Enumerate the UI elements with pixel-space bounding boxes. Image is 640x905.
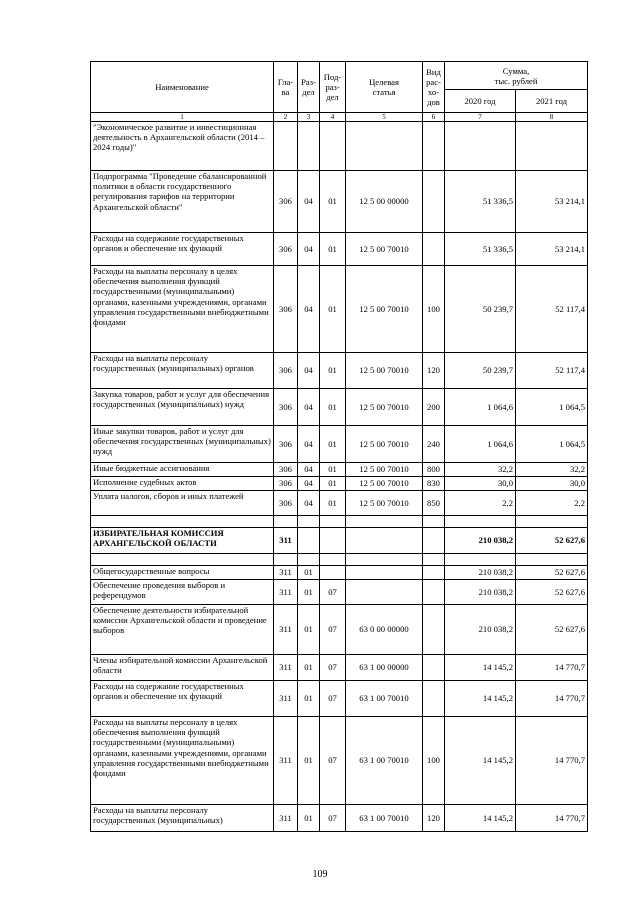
- cell-2020: [445, 122, 516, 171]
- header-vid: Вид рас- хо- дов: [423, 62, 445, 113]
- cell-name: Обеспечение проведения выборов и референдумов: [91, 580, 274, 605]
- cell-razdel: 04: [298, 426, 320, 463]
- cell-podrazdel: 01: [320, 463, 346, 477]
- cell-target: [346, 528, 423, 554]
- table-row: [91, 233, 588, 266]
- cell-vid: 100: [423, 266, 445, 353]
- cell-glava: 311: [274, 805, 298, 832]
- cell-glava: 311: [274, 580, 298, 605]
- cell-razdel: [298, 554, 320, 566]
- table-row: [91, 528, 588, 554]
- cell-2021: 14 770,7: [516, 805, 588, 832]
- cell-razdel: [298, 516, 320, 528]
- cell-razdel: 01: [298, 655, 320, 681]
- cell-podrazdel: 07: [320, 717, 346, 805]
- cell-razdel: 01: [298, 717, 320, 805]
- table-row: [91, 389, 588, 426]
- cell-2021: 52 117,4: [516, 353, 588, 389]
- table-row: [91, 717, 588, 805]
- cell-target: 63 1 00 70010: [346, 805, 423, 832]
- cell-vid: [423, 122, 445, 171]
- cell-2021: [516, 516, 588, 528]
- cell-2021: 14 770,7: [516, 681, 588, 717]
- cell-razdel: 01: [298, 605, 320, 655]
- cell-name: "Экономическое развитие и инвестиционная деятельность в Архангельской области (2014 – 2024 годы)": [91, 122, 274, 171]
- cell-2021: 14 770,7: [516, 655, 588, 681]
- header-glava: Гла- ва: [274, 62, 298, 113]
- cell-target: 12 5 00 70010: [346, 266, 423, 353]
- cell-vid: [423, 605, 445, 655]
- cell-razdel: 04: [298, 477, 320, 491]
- cell-name: Подпрограмма "Проведение сбалансированной политики в области государственного регулирования тарифов на территории Архангельской области": [91, 171, 274, 233]
- cell-vid: [423, 528, 445, 554]
- column-number: 2: [274, 113, 298, 122]
- cell-target: [346, 566, 423, 580]
- column-number: 4: [320, 113, 346, 122]
- cell-podrazdel: 01: [320, 477, 346, 491]
- cell-podrazdel: [320, 528, 346, 554]
- cell-glava: 311: [274, 566, 298, 580]
- cell-razdel: 04: [298, 233, 320, 266]
- column-number: 1: [91, 113, 274, 122]
- cell-2020: 50 239,7: [445, 353, 516, 389]
- cell-glava: 311: [274, 605, 298, 655]
- cell-glava: [274, 554, 298, 566]
- cell-vid: 120: [423, 805, 445, 832]
- cell-2020: 14 145,2: [445, 805, 516, 832]
- cell-glava: 306: [274, 389, 298, 426]
- cell-razdel: 04: [298, 389, 320, 426]
- cell-podrazdel: 01: [320, 266, 346, 353]
- cell-2020: 1 064,6: [445, 389, 516, 426]
- budget-table: [90, 61, 588, 832]
- cell-glava: 306: [274, 353, 298, 389]
- table-row: [91, 605, 588, 655]
- cell-2020: 14 145,2: [445, 655, 516, 681]
- cell-glava: 306: [274, 477, 298, 491]
- cell-podrazdel: [320, 122, 346, 171]
- cell-2021: 1 064,5: [516, 426, 588, 463]
- page-number: 109: [312, 869, 328, 880]
- cell-vid: [423, 233, 445, 266]
- cell-target: 12 5 00 70010: [346, 491, 423, 516]
- table-row: [91, 171, 588, 233]
- cell-vid: [423, 580, 445, 605]
- table-row: [91, 266, 588, 353]
- column-number: 8: [516, 113, 588, 122]
- cell-2021: 53 214,1: [516, 233, 588, 266]
- table-row: [91, 566, 588, 580]
- cell-2021: 52 627,6: [516, 580, 588, 605]
- cell-name: Иные бюджетные ассигнования: [91, 463, 274, 477]
- cell-vid: 120: [423, 353, 445, 389]
- cell-2020: 32,2: [445, 463, 516, 477]
- cell-razdel: [298, 528, 320, 554]
- cell-2021: 14 770,7: [516, 717, 588, 805]
- cell-2020: 51 336,5: [445, 233, 516, 266]
- cell-glava: 306: [274, 171, 298, 233]
- cell-vid: 850: [423, 491, 445, 516]
- table-body: [91, 122, 588, 832]
- cell-target: [346, 554, 423, 566]
- cell-glava: [274, 122, 298, 171]
- cell-razdel: 01: [298, 681, 320, 717]
- column-number: 5: [346, 113, 423, 122]
- cell-name: Расходы на содержание государственных органов и обеспечение их функций: [91, 681, 274, 717]
- cell-glava: 311: [274, 655, 298, 681]
- table-row: [91, 805, 588, 832]
- cell-podrazdel: 07: [320, 805, 346, 832]
- cell-razdel: [298, 122, 320, 171]
- cell-name: Расходы на выплаты персоналу государственных (муниципальных): [91, 805, 274, 832]
- cell-name: Исполнение судебных актов: [91, 477, 274, 491]
- cell-razdel: 01: [298, 566, 320, 580]
- cell-2020: [445, 516, 516, 528]
- cell-target: 12 5 00 70010: [346, 426, 423, 463]
- header-podrazdel: Под- раз- дел: [320, 62, 346, 113]
- cell-name: Иные закупки товаров, работ и услуг для обеспечения государственных (муниципальных) нужд: [91, 426, 274, 463]
- cell-vid: 200: [423, 389, 445, 426]
- cell-podrazdel: 01: [320, 426, 346, 463]
- cell-target: 12 5 00 70010: [346, 463, 423, 477]
- table-row: [91, 580, 588, 605]
- table-row: [91, 477, 588, 491]
- cell-vid: [423, 566, 445, 580]
- header-sum: Сумма, тыс. рублей: [445, 62, 588, 90]
- cell-name: Расходы на выплаты персоналу в целях обеспечения выполнения функций государственными (муниципальными) органами, казенными учреждениями, органами управления государственными внебюджетными фондами: [91, 717, 274, 805]
- cell-2021: 1 064,5: [516, 389, 588, 426]
- cell-name: [91, 516, 274, 528]
- cell-2021: 2,2: [516, 491, 588, 516]
- cell-2020: 14 145,2: [445, 681, 516, 717]
- cell-vid: [423, 681, 445, 717]
- cell-glava: 306: [274, 463, 298, 477]
- cell-razdel: 04: [298, 353, 320, 389]
- cell-podrazdel: 01: [320, 491, 346, 516]
- column-number-row: [91, 113, 588, 122]
- cell-podrazdel: 07: [320, 580, 346, 605]
- blank-row: [91, 516, 588, 528]
- cell-target: 63 1 00 00000: [346, 655, 423, 681]
- cell-vid: 100: [423, 717, 445, 805]
- cell-razdel: 04: [298, 491, 320, 516]
- cell-razdel: 04: [298, 266, 320, 353]
- cell-podrazdel: 01: [320, 171, 346, 233]
- cell-name: Закупка товаров, работ и услуг для обеспечения государственных (муниципальных) нужд: [91, 389, 274, 426]
- table-row: [91, 681, 588, 717]
- cell-2021: [516, 554, 588, 566]
- cell-name: Расходы на содержание государственных органов и обеспечение их функций: [91, 233, 274, 266]
- cell-podrazdel: 07: [320, 605, 346, 655]
- cell-target: 63 1 00 70010: [346, 717, 423, 805]
- cell-name: Расходы на выплаты персоналу государственных (муниципальных) органов: [91, 353, 274, 389]
- cell-glava: 306: [274, 266, 298, 353]
- cell-target: 12 5 00 70010: [346, 477, 423, 491]
- cell-podrazdel: [320, 566, 346, 580]
- cell-2021: 53 214,1: [516, 171, 588, 233]
- cell-target: [346, 516, 423, 528]
- cell-target: 12 5 00 70010: [346, 353, 423, 389]
- column-number: 3: [298, 113, 320, 122]
- cell-podrazdel: 01: [320, 233, 346, 266]
- column-number: 6: [423, 113, 445, 122]
- cell-2021: [516, 122, 588, 171]
- cell-razdel: 04: [298, 463, 320, 477]
- cell-2021: 52 627,6: [516, 566, 588, 580]
- cell-2020: 30,0: [445, 477, 516, 491]
- cell-2020: 210 038,2: [445, 580, 516, 605]
- cell-name: Члены избирательной комиссии Архангельской области: [91, 655, 274, 681]
- cell-target: 63 1 00 70010: [346, 681, 423, 717]
- table-row: [91, 122, 588, 171]
- cell-2020: 14 145,2: [445, 717, 516, 805]
- header-year-2021: 2021 год: [516, 90, 588, 113]
- cell-2021: 30,0: [516, 477, 588, 491]
- cell-target: 63 0 00 00000: [346, 605, 423, 655]
- cell-2020: 210 038,2: [445, 566, 516, 580]
- cell-glava: 311: [274, 528, 298, 554]
- cell-2020: 210 038,2: [445, 528, 516, 554]
- header-razdel: Раз- дел: [298, 62, 320, 113]
- header-target: Целевая статья: [346, 62, 423, 113]
- cell-podrazdel: 07: [320, 655, 346, 681]
- cell-glava: 306: [274, 491, 298, 516]
- cell-glava: 306: [274, 233, 298, 266]
- cell-name: Общегосударственные вопросы: [91, 566, 274, 580]
- table-row: [91, 655, 588, 681]
- blank-row: [91, 554, 588, 566]
- header-year-2020: 2020 год: [445, 90, 516, 113]
- cell-razdel: 04: [298, 171, 320, 233]
- cell-vid: [423, 655, 445, 681]
- cell-2020: 2,2: [445, 491, 516, 516]
- cell-name: Обеспечение деятельности избирательной комиссии Архангельской области и проведение выборов: [91, 605, 274, 655]
- cell-name: [91, 554, 274, 566]
- cell-2021: 52 627,6: [516, 605, 588, 655]
- cell-2020: [445, 554, 516, 566]
- table-row: [91, 491, 588, 516]
- cell-glava: 306: [274, 426, 298, 463]
- cell-podrazdel: [320, 516, 346, 528]
- cell-vid: [423, 554, 445, 566]
- cell-target: 12 5 00 70010: [346, 233, 423, 266]
- cell-glava: 311: [274, 717, 298, 805]
- cell-2021: 32,2: [516, 463, 588, 477]
- header-name: Наименование: [91, 62, 274, 113]
- cell-glava: [274, 516, 298, 528]
- cell-2020: 1 064,6: [445, 426, 516, 463]
- cell-2020: 50 239,7: [445, 266, 516, 353]
- cell-podrazdel: 07: [320, 681, 346, 717]
- cell-2020: 51 336,5: [445, 171, 516, 233]
- cell-glava: 311: [274, 681, 298, 717]
- cell-2020: 210 038,2: [445, 605, 516, 655]
- cell-vid: 800: [423, 463, 445, 477]
- cell-vid: 240: [423, 426, 445, 463]
- cell-vid: [423, 171, 445, 233]
- cell-razdel: 01: [298, 805, 320, 832]
- cell-name: Уплата налогов, сборов и иных платежей: [91, 491, 274, 516]
- cell-vid: 830: [423, 477, 445, 491]
- cell-name: ИЗБИРАТЕЛЬНАЯ КОМИССИЯ АРХАНГЕЛЬСКОЙ ОБЛАСТИ: [91, 528, 274, 554]
- cell-target: 12 5 00 00000: [346, 171, 423, 233]
- cell-name: Расходы на выплаты персоналу в целях обеспечения выполнения функций государственными (муниципальными) органами, казенными учреждениями, органами управления государственными внебюджетными фондами: [91, 266, 274, 353]
- cell-target: [346, 122, 423, 171]
- cell-podrazdel: 01: [320, 353, 346, 389]
- cell-2021: 52 627,6: [516, 528, 588, 554]
- table-row: [91, 463, 588, 477]
- column-number: 7: [445, 113, 516, 122]
- cell-2021: 52 117,4: [516, 266, 588, 353]
- table-row: [91, 426, 588, 463]
- cell-podrazdel: 01: [320, 389, 346, 426]
- cell-target: 12 5 00 70010: [346, 389, 423, 426]
- cell-razdel: 01: [298, 580, 320, 605]
- cell-target: [346, 580, 423, 605]
- cell-vid: [423, 516, 445, 528]
- cell-podrazdel: [320, 554, 346, 566]
- table-row: [91, 353, 588, 389]
